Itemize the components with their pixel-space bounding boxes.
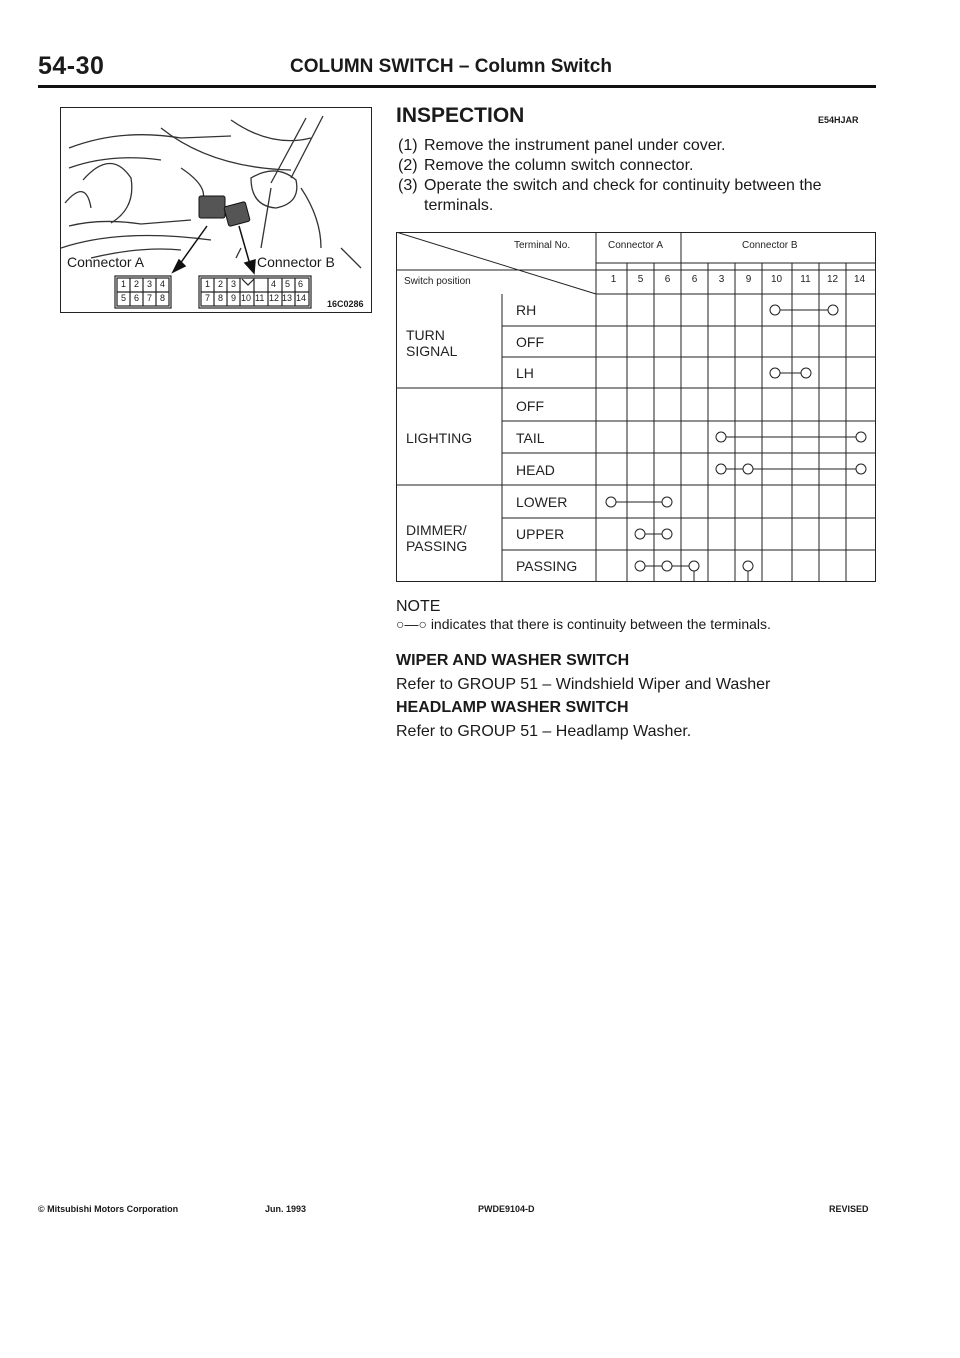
pin-label: 1 — [121, 279, 127, 289]
pin-label: 7 — [205, 293, 211, 303]
row-label: PASSING — [516, 558, 578, 574]
row-label: RH — [516, 302, 537, 318]
pin-label: 3 — [231, 279, 237, 289]
row-label: TAIL — [516, 430, 545, 446]
footer-status: REVISED — [829, 1204, 869, 1214]
pin-label: 6 — [298, 279, 304, 289]
group-label: TURN — [406, 327, 445, 343]
connector-a-label: Connector A — [67, 254, 145, 270]
footer-copyright: © Mitsubishi Motors Corporation — [38, 1204, 179, 1214]
terminal-number: 5 — [637, 274, 644, 285]
terminal-number: 11 — [800, 274, 811, 285]
step-number: (3) — [398, 177, 418, 194]
inspection-step — [398, 156, 878, 176]
row-label: UPPER — [516, 526, 565, 542]
terminal-number: 10 — [770, 274, 783, 285]
pin-label: 3 — [147, 279, 153, 289]
step-text: Remove the column switch connector. — [424, 157, 694, 174]
figure-code: 16C0286 — [327, 299, 364, 309]
step-number: (2) — [398, 157, 418, 174]
step-text: Operate the switch and check for continuity between the terminals. — [424, 177, 822, 214]
pin-label: 1 — [205, 279, 211, 289]
inspection-code: E54HJAR — [818, 115, 859, 125]
note-text — [396, 616, 771, 632]
step-text: Remove the instrument panel under cover. — [424, 137, 726, 154]
pin-label: 2 — [134, 279, 140, 289]
row-label: LH — [516, 365, 534, 381]
inspection-step — [398, 136, 878, 156]
terminal-no-label: Terminal No. — [514, 240, 571, 251]
connector-b-pins — [201, 278, 309, 306]
row-label: OFF — [516, 398, 544, 414]
terminal-number: 3 — [718, 274, 725, 285]
pin-label: 8 — [218, 293, 224, 303]
inspection-step — [398, 176, 878, 216]
wiper-heading: WIPER AND WASHER SWITCH — [396, 652, 630, 669]
connector-a-header: Connector A — [608, 240, 664, 251]
group-label: PASSING — [406, 538, 468, 554]
section-title: COLUMN SWITCH – Column Switch — [290, 56, 612, 77]
terminal-number: 6 — [664, 274, 671, 285]
group-label: LIGHTING — [406, 430, 473, 446]
pin-label: 12 — [269, 293, 280, 303]
note-title: NOTE — [396, 598, 441, 615]
group-label: DIMMER/ — [406, 522, 467, 538]
row-label: OFF — [516, 334, 544, 350]
header-rule — [38, 85, 876, 88]
pin-label: 13 — [282, 293, 293, 303]
note-body: indicates that there is continuity between the terminals. — [430, 616, 771, 632]
footer-date: Jun. 1993 — [265, 1204, 307, 1214]
terminal-number: 14 — [853, 274, 866, 285]
wiper-reference: Refer to GROUP 51 – Windshield Wiper and Washer — [396, 676, 771, 693]
pin-label: 10 — [241, 293, 252, 303]
connector-b-label: Connector B — [257, 254, 335, 270]
continuity-table — [396, 232, 876, 582]
headlamp-heading: HEADLAMP WASHER SWITCH — [396, 699, 629, 716]
pin-label: 14 — [296, 293, 307, 303]
connector-b-header: Connector B — [742, 240, 798, 251]
terminal-number: 6 — [691, 274, 698, 285]
row-label: LOWER — [516, 494, 568, 510]
headlamp-reference: Refer to GROUP 51 – Headlamp Washer. — [396, 723, 692, 740]
terminal-number: 9 — [745, 274, 752, 285]
group-label: SIGNAL — [406, 343, 458, 359]
pin-label: 6 — [134, 293, 140, 303]
step-number: (1) — [398, 137, 418, 154]
pin-label: 5 — [121, 293, 127, 303]
pin-label: 4 — [160, 279, 166, 289]
pin-label: 2 — [218, 279, 224, 289]
pin-label: 7 — [147, 293, 153, 303]
switch-position-label: Switch position — [404, 276, 471, 287]
footer-doc-code: PWDE9104-D — [478, 1204, 535, 1214]
connector-a-pins — [117, 278, 169, 306]
terminal-number: 12 — [826, 274, 839, 285]
pin-label: 8 — [160, 293, 166, 303]
inspection-title: INSPECTION — [396, 104, 525, 127]
row-label: HEAD — [516, 462, 555, 478]
page-number: 54-30 — [38, 52, 105, 80]
pin-label: 11 — [255, 293, 265, 303]
pin-label: 9 — [231, 293, 237, 303]
terminal-number: 1 — [610, 274, 617, 285]
pin-label: 5 — [285, 279, 291, 289]
continuity-symbol: ○—○ — [396, 616, 427, 632]
connector-location-figure — [60, 107, 372, 313]
pin-label: 4 — [271, 279, 277, 289]
